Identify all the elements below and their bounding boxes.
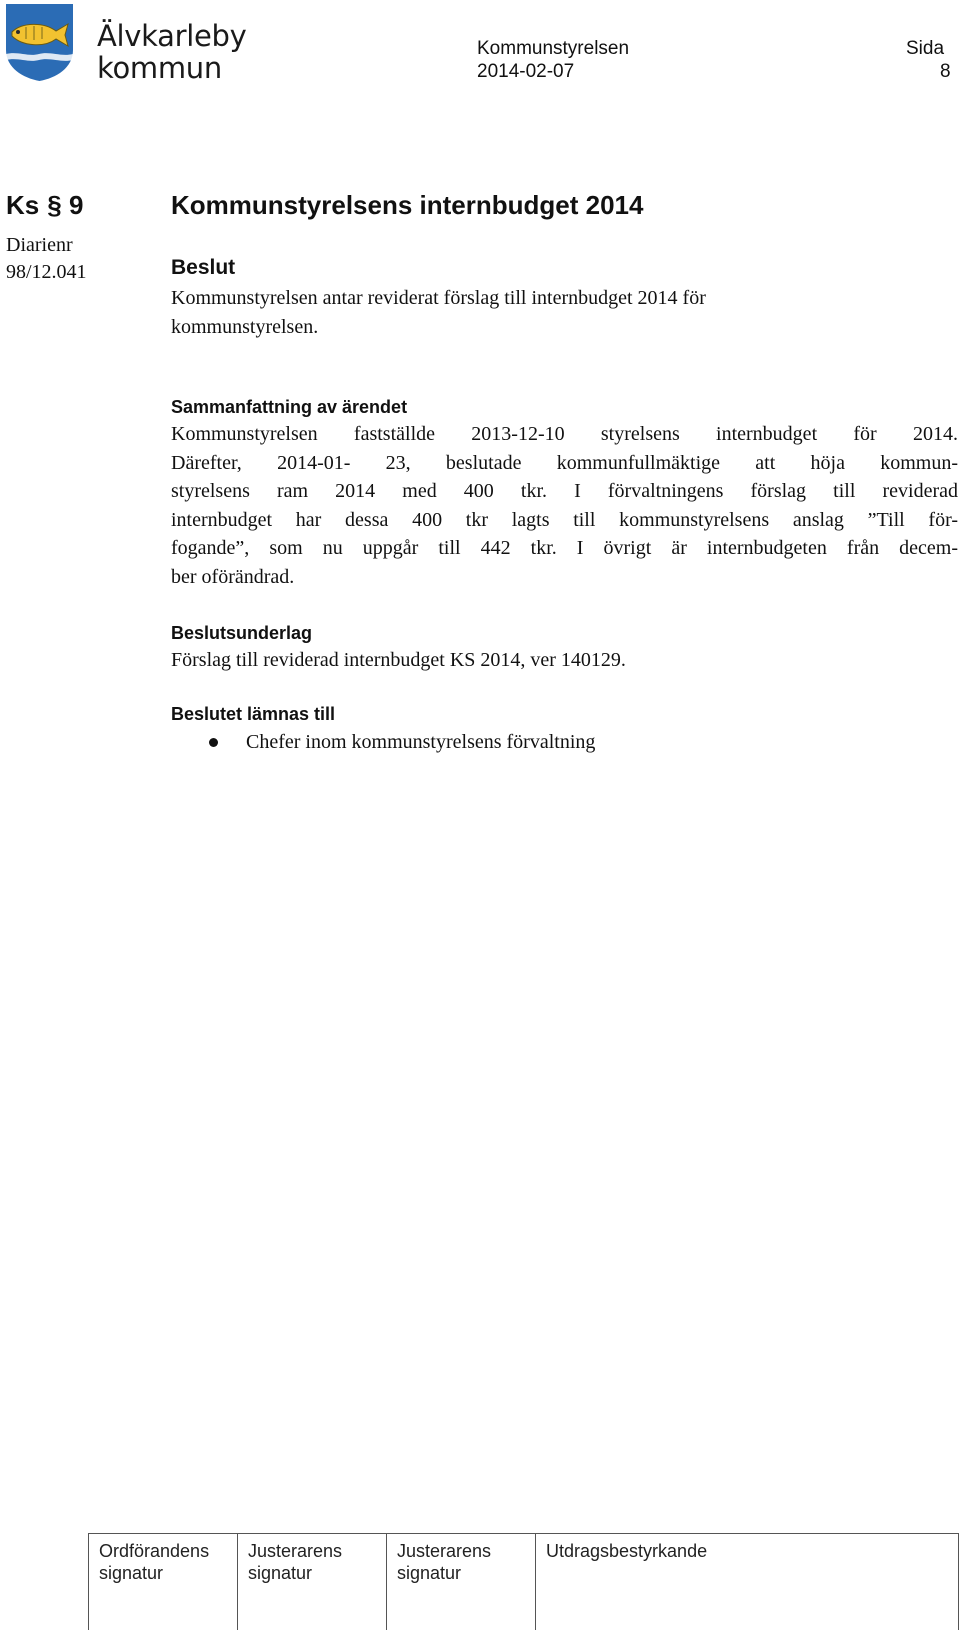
sammanfattning-line: Därefter, 2014-01- 23, beslutade kommunfullmäktige att höja kommun-	[171, 451, 958, 474]
sammanfattning-line: styrelsens ram 2014 med 400 tkr. I förvaltningens förslag till reviderad	[171, 480, 958, 503]
signature-label: signatur	[99, 1563, 164, 1583]
sammanfattning-line: ber oförändrad.	[171, 565, 295, 588]
signature-box-certified	[535, 1534, 959, 1630]
signature-label: Utdragsbestyrkande	[546, 1541, 708, 1561]
signature-box-adjuster-1	[237, 1534, 386, 1630]
signature-label: Justerarens	[397, 1541, 492, 1561]
header-body-name: Kommunstyrelsen	[477, 38, 630, 59]
beslutsunderlag-heading: Beslutsunderlag	[171, 623, 313, 643]
signature-box-adjuster-2	[386, 1534, 535, 1630]
signature-label: Ordförandens	[99, 1541, 210, 1561]
beslut-heading: Beslut	[171, 256, 236, 279]
signature-label: signatur	[397, 1563, 462, 1583]
signature-label: signatur	[248, 1563, 313, 1583]
sammanfattning-line: Kommunstyrelsen fastställde 2013-12-10 styrelsens internbudget för 2014.	[171, 423, 958, 445]
beslutsunderlag-text: Förslag till reviderad internbudget KS 2014, ver 140129.	[171, 649, 626, 671]
municipality-logo-text	[97, 20, 247, 84]
signature-label: Justerarens	[248, 1541, 343, 1561]
page-title: Kommunstyrelsens internbudget 2014	[171, 190, 644, 220]
municipality-logo-shield	[4, 2, 75, 82]
sammanfattning-line: fogande”, som nu uppgår till 442 tkr. I övrigt är internbudgeten från decem-	[171, 537, 958, 560]
beslut-line: kommunstyrelsen.	[171, 315, 319, 338]
sammanfattning-heading: Sammanfattning av ärendet	[171, 397, 408, 417]
paragraph-sign: §	[47, 190, 62, 220]
list-item-text: Chefer inom kommunstyrelsens förvaltning	[246, 731, 596, 753]
diarienr-block	[6, 232, 87, 286]
header-page-label: Sida	[906, 38, 945, 59]
logo-line-1: Älvkarleby	[97, 19, 247, 53]
diarienr-value: 98/12.041	[6, 261, 87, 283]
sammanfattning-text	[171, 420, 958, 592]
beslut-text	[171, 284, 958, 341]
signature-footer	[88, 1533, 959, 1630]
lamnas-till-heading: Beslutet lämnas till	[171, 704, 336, 724]
paragraph-value: 9	[68, 190, 84, 220]
diarienr-label: Diarienr	[6, 234, 73, 256]
bullet-icon	[209, 738, 218, 747]
fish-coat-of-arms-icon	[4, 2, 75, 82]
logo-line-2: kommun	[97, 51, 222, 85]
sammanfattning-line: internbudget har dessa 400 tkr lagts till kommunstyrelsens anslag ”Till för-	[171, 508, 958, 531]
ks-label: Ks	[6, 190, 40, 220]
signature-box-chair	[88, 1534, 237, 1630]
header-date: 2014-02-07	[477, 61, 575, 82]
beslut-line: Kommunstyrelsen antar reviderat förslag till internbudget 2014 för	[171, 287, 706, 309]
paragraph-number	[6, 190, 83, 220]
header-page-number: 8	[940, 61, 951, 82]
